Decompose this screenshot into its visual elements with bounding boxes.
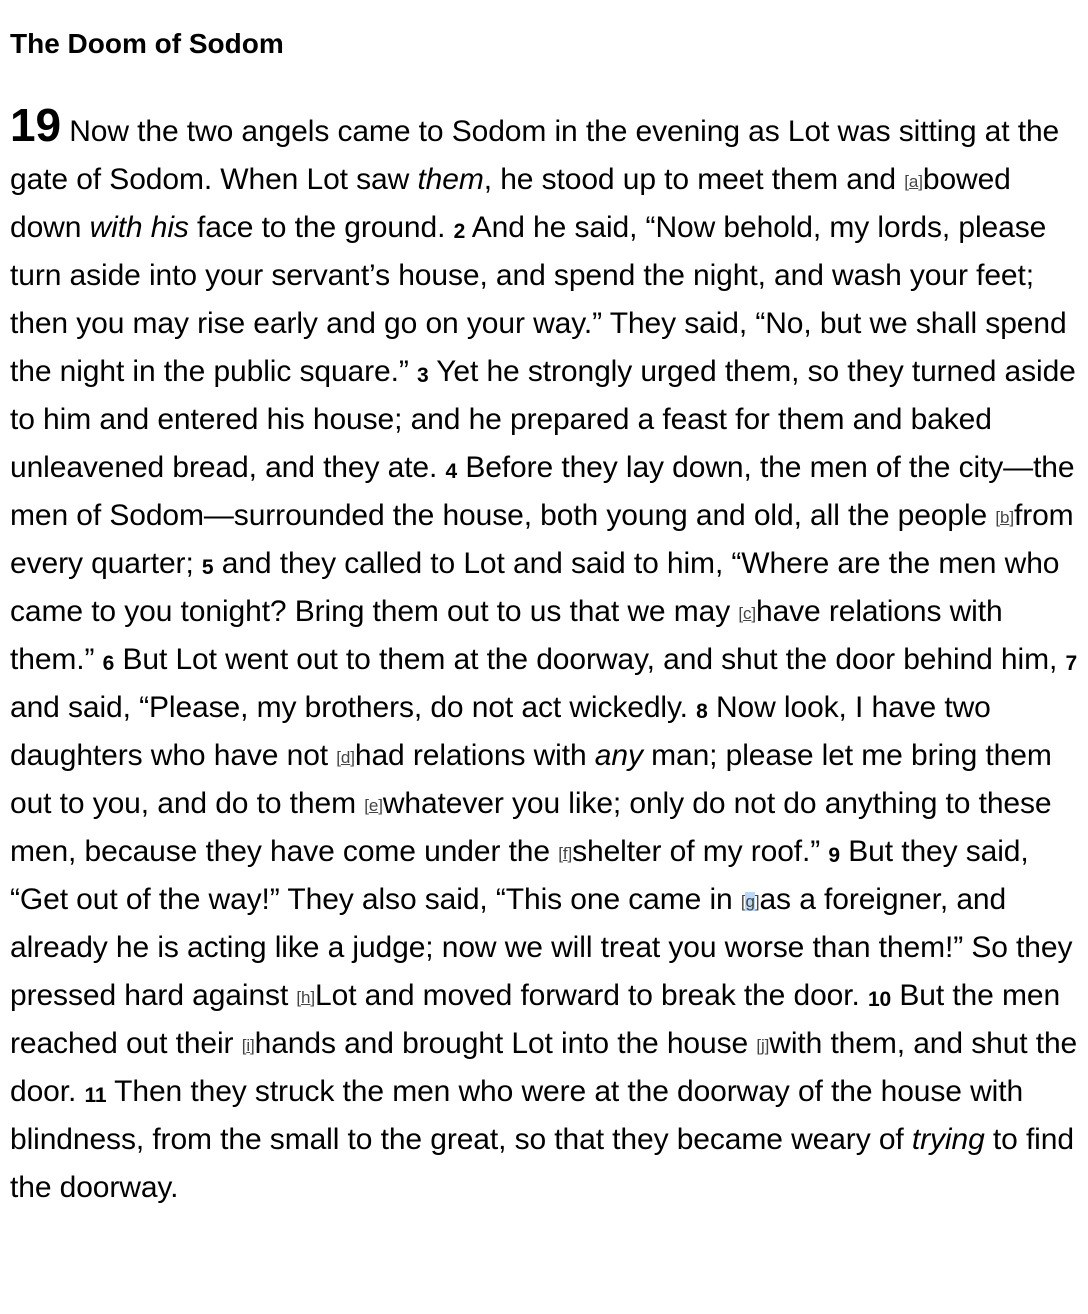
verse-6-text: But Lot went out to them at the doorway, and shut the door behind him, [114,643,1066,676]
verse-5-text: and they called to Lot and said to him, “Where are the men who came to you tonight? Bring them out to us that we may [10,547,1060,628]
verse-4-text: Before they lay down, the men of the city—the men of Sodom—surrounded the house, both young and old, all the people [10,451,1075,532]
verse-7-text: and said, “Please, my brothers, do not act wickedly. [10,691,697,724]
footnote-link-b[interactable]: [b] [995,508,1014,527]
verse-5-text: have relations with them.” [10,595,1003,676]
footnote-link-a[interactable]: [a] [904,172,923,191]
passage-text [10,99,1078,1212]
verse-1-text: bowed down [10,163,1011,244]
footnote-link-d[interactable]: [d] [336,748,355,767]
italic-word: them [417,163,484,196]
verse-1-text: Now the two angels came to Sodom in the evening as Lot was sitting at the gate of Sodom. When Lot saw [10,115,1060,196]
italic-word: trying [911,1123,985,1156]
verse-9-text: Lot and moved forward to break the door. [315,979,868,1012]
verse-8-text: shelter of my roof.” [572,835,829,868]
verse-8-text: Now look, I have two daughters who have not [10,691,991,772]
footnote-link-g[interactable]: [g] [740,892,760,911]
verse-10-text: hands and brought Lot into the house [254,1027,757,1060]
verse-number-4: 4 [445,460,458,483]
verse-11-text: to find the doorway. [10,1123,1074,1204]
footnote-link-j[interactable]: [j] [756,1036,770,1055]
footnote-link-f[interactable]: [f] [558,844,573,863]
verse-number-10: 10 [867,988,892,1011]
verse-10-text: But the men reached out their [10,979,1061,1060]
chapter-number: 19 [10,99,61,151]
verse-9-text: But they said, “Get out of the way!” They also said, “This one came in [10,835,1029,916]
verse-1-text: face to the ground. [188,211,454,244]
verse-number-6: 6 [102,652,115,675]
verse-8-text: whatever you like; only do not do anything to these men, because they have come under the [10,787,1052,868]
footnote-link-h[interactable]: [h] [296,988,316,1007]
footnote-link-i[interactable]: [i] [241,1036,255,1055]
footnote-link-c[interactable]: [c] [738,604,756,623]
verse-1-text: , he stood up to meet them and [483,163,905,196]
section-heading: The Doom of Sodom [10,28,284,59]
verse-9-text: as a foreigner, and already he is acting like a judge; now we will treat you worse than them!” So they pressed hard against [10,883,1073,1012]
verse-number-8: 8 [696,700,708,723]
verse-8-text: had relations with [354,739,595,772]
verse-number-2: 2 [453,220,466,243]
footnote-link-e[interactable]: [e] [364,796,383,815]
verse-number-5: 5 [201,556,214,579]
verse-10-text: with them, and shut the door. [10,1027,1078,1108]
verse-number-9: 9 [828,844,841,867]
verse-11-text: Then they struck the men who were at the doorway of the house with blindness, from the small to the great, so that they became weary of [10,1075,1024,1156]
italic-word: any [594,739,643,772]
verse-8-text: man; please let me bring them out to you, and do to them [10,739,1052,820]
italic-word: with his [89,211,189,244]
verse-3-text: Yet he strongly urged them, so they turned aside to him and entered his house; and he prepared a feast for them and baked unleavened bread, and they ate. [10,355,1076,484]
verse-number-11: 11 [84,1084,107,1107]
verse-2-text: And he said, “Now behold, my lords, please turn aside into your servant’s house, and spend the night, and wash your feet; then you may rise early and go on your way.” They said, “No, but we shall spend the night in the public square.” [10,211,1067,388]
verse-4-text: from every quarter; [10,499,1074,580]
verse-number-7: 7 [1065,652,1078,675]
verse-number-3: 3 [416,364,429,387]
